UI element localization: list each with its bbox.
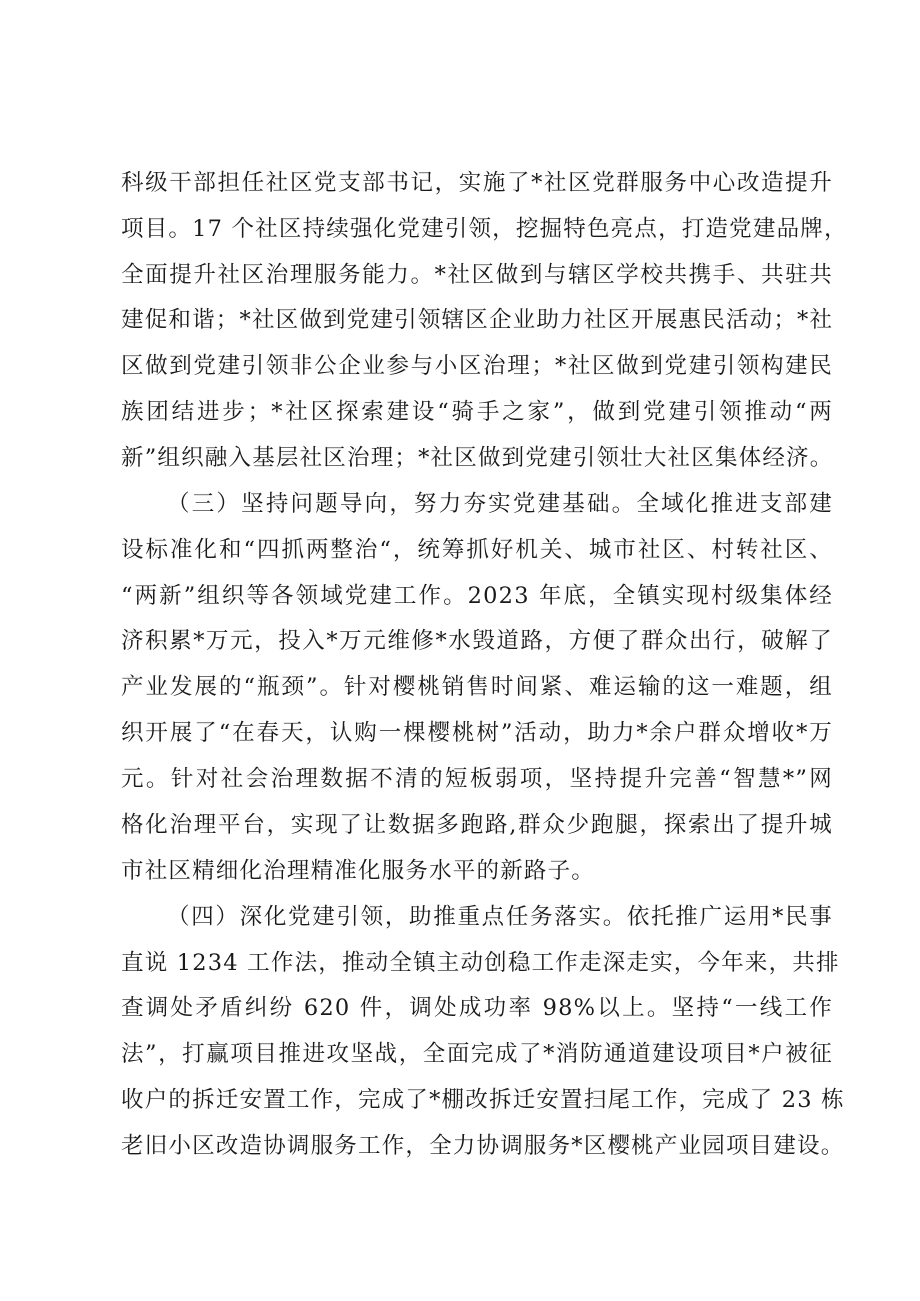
text-line: “两新”组织等各领域党建工作。2023 年底，全镇实现村级集体经 bbox=[121, 583, 833, 609]
section-3-heading-line: （三）坚持问题导向，努力夯实党建基础。全域化推进支部建 bbox=[167, 491, 833, 517]
text-line: 市社区精细化治理精准化服务水平的新路子。 bbox=[121, 858, 596, 884]
text-line: 元。针对社会治理数据不清的短板弱项，坚持提升完善“智慧*”网 bbox=[121, 766, 833, 792]
text-line: 产业发展的“瓶颈”。针对樱桃销售时间紧、难运输的这一难题，组 bbox=[121, 674, 833, 700]
text-line: 收户的拆迁安置工作，完成了*棚改拆迁安置扫尾工作，完成了 23 栋 bbox=[121, 1087, 845, 1113]
text-line: 济积累*万元，投入*万元维修*水毁道路，方便了群众出行，破解了 bbox=[121, 628, 833, 654]
text-line: 全面提升社区治理服务能力。*社区做到与辖区学校共携手、共驻共 bbox=[121, 262, 833, 288]
text-line: 建促和谐；*社区做到党建引领辖区企业助力社区开展惠民活动；*社 bbox=[121, 307, 834, 333]
text-line: 格化治理平台，实现了让数据多跑路,群众少跑腿，探索出了提升城 bbox=[121, 812, 833, 838]
text-line: 织开展了“在春天，认购一棵樱桃树”活动，助力*余户群众增收*万 bbox=[121, 720, 833, 746]
text-line: 法”，打赢项目推进攻坚战，全面完成了*消防通道建设项目*户被征 bbox=[121, 1041, 833, 1067]
text-line: 查调处矛盾纠纷 620 件，调处成功率 98%以上。坚持“一线工作 bbox=[121, 995, 833, 1021]
text-line: 直说 1234 工作法，推动全镇主动创稳工作走深走实，今年来，共排 bbox=[121, 950, 840, 976]
text-line: 老旧小区改造协调服务工作，全力协调服务*区樱桃产业园项目建设。 bbox=[121, 1133, 845, 1159]
text-line: 族团结进步；*社区探索建设“骑手之家”，做到党建引领推动“两 bbox=[121, 399, 833, 425]
text-line: 区做到党建引领非公企业参与小区治理；*社区做到党建引领构建民 bbox=[121, 353, 833, 379]
text-line: 项目。17 个社区持续强化党建引领，挖掘特色亮点，打造党建品牌， bbox=[121, 216, 848, 242]
text-line: 科级干部担任社区党支部书记，实施了*社区党群服务中心改造提升 bbox=[121, 170, 833, 196]
text-line: 新”组织融入基层社区治理；*社区做到党建引领壮大社区集体经济。 bbox=[121, 445, 834, 471]
text-line: 设标准化和“四抓两整治“，统筹抓好机关、城市社区、村转社区、 bbox=[121, 537, 833, 563]
section-4-heading-line: （四）深化党建引领，助推重点任务落实。依托推广运用*民事 bbox=[167, 904, 833, 930]
